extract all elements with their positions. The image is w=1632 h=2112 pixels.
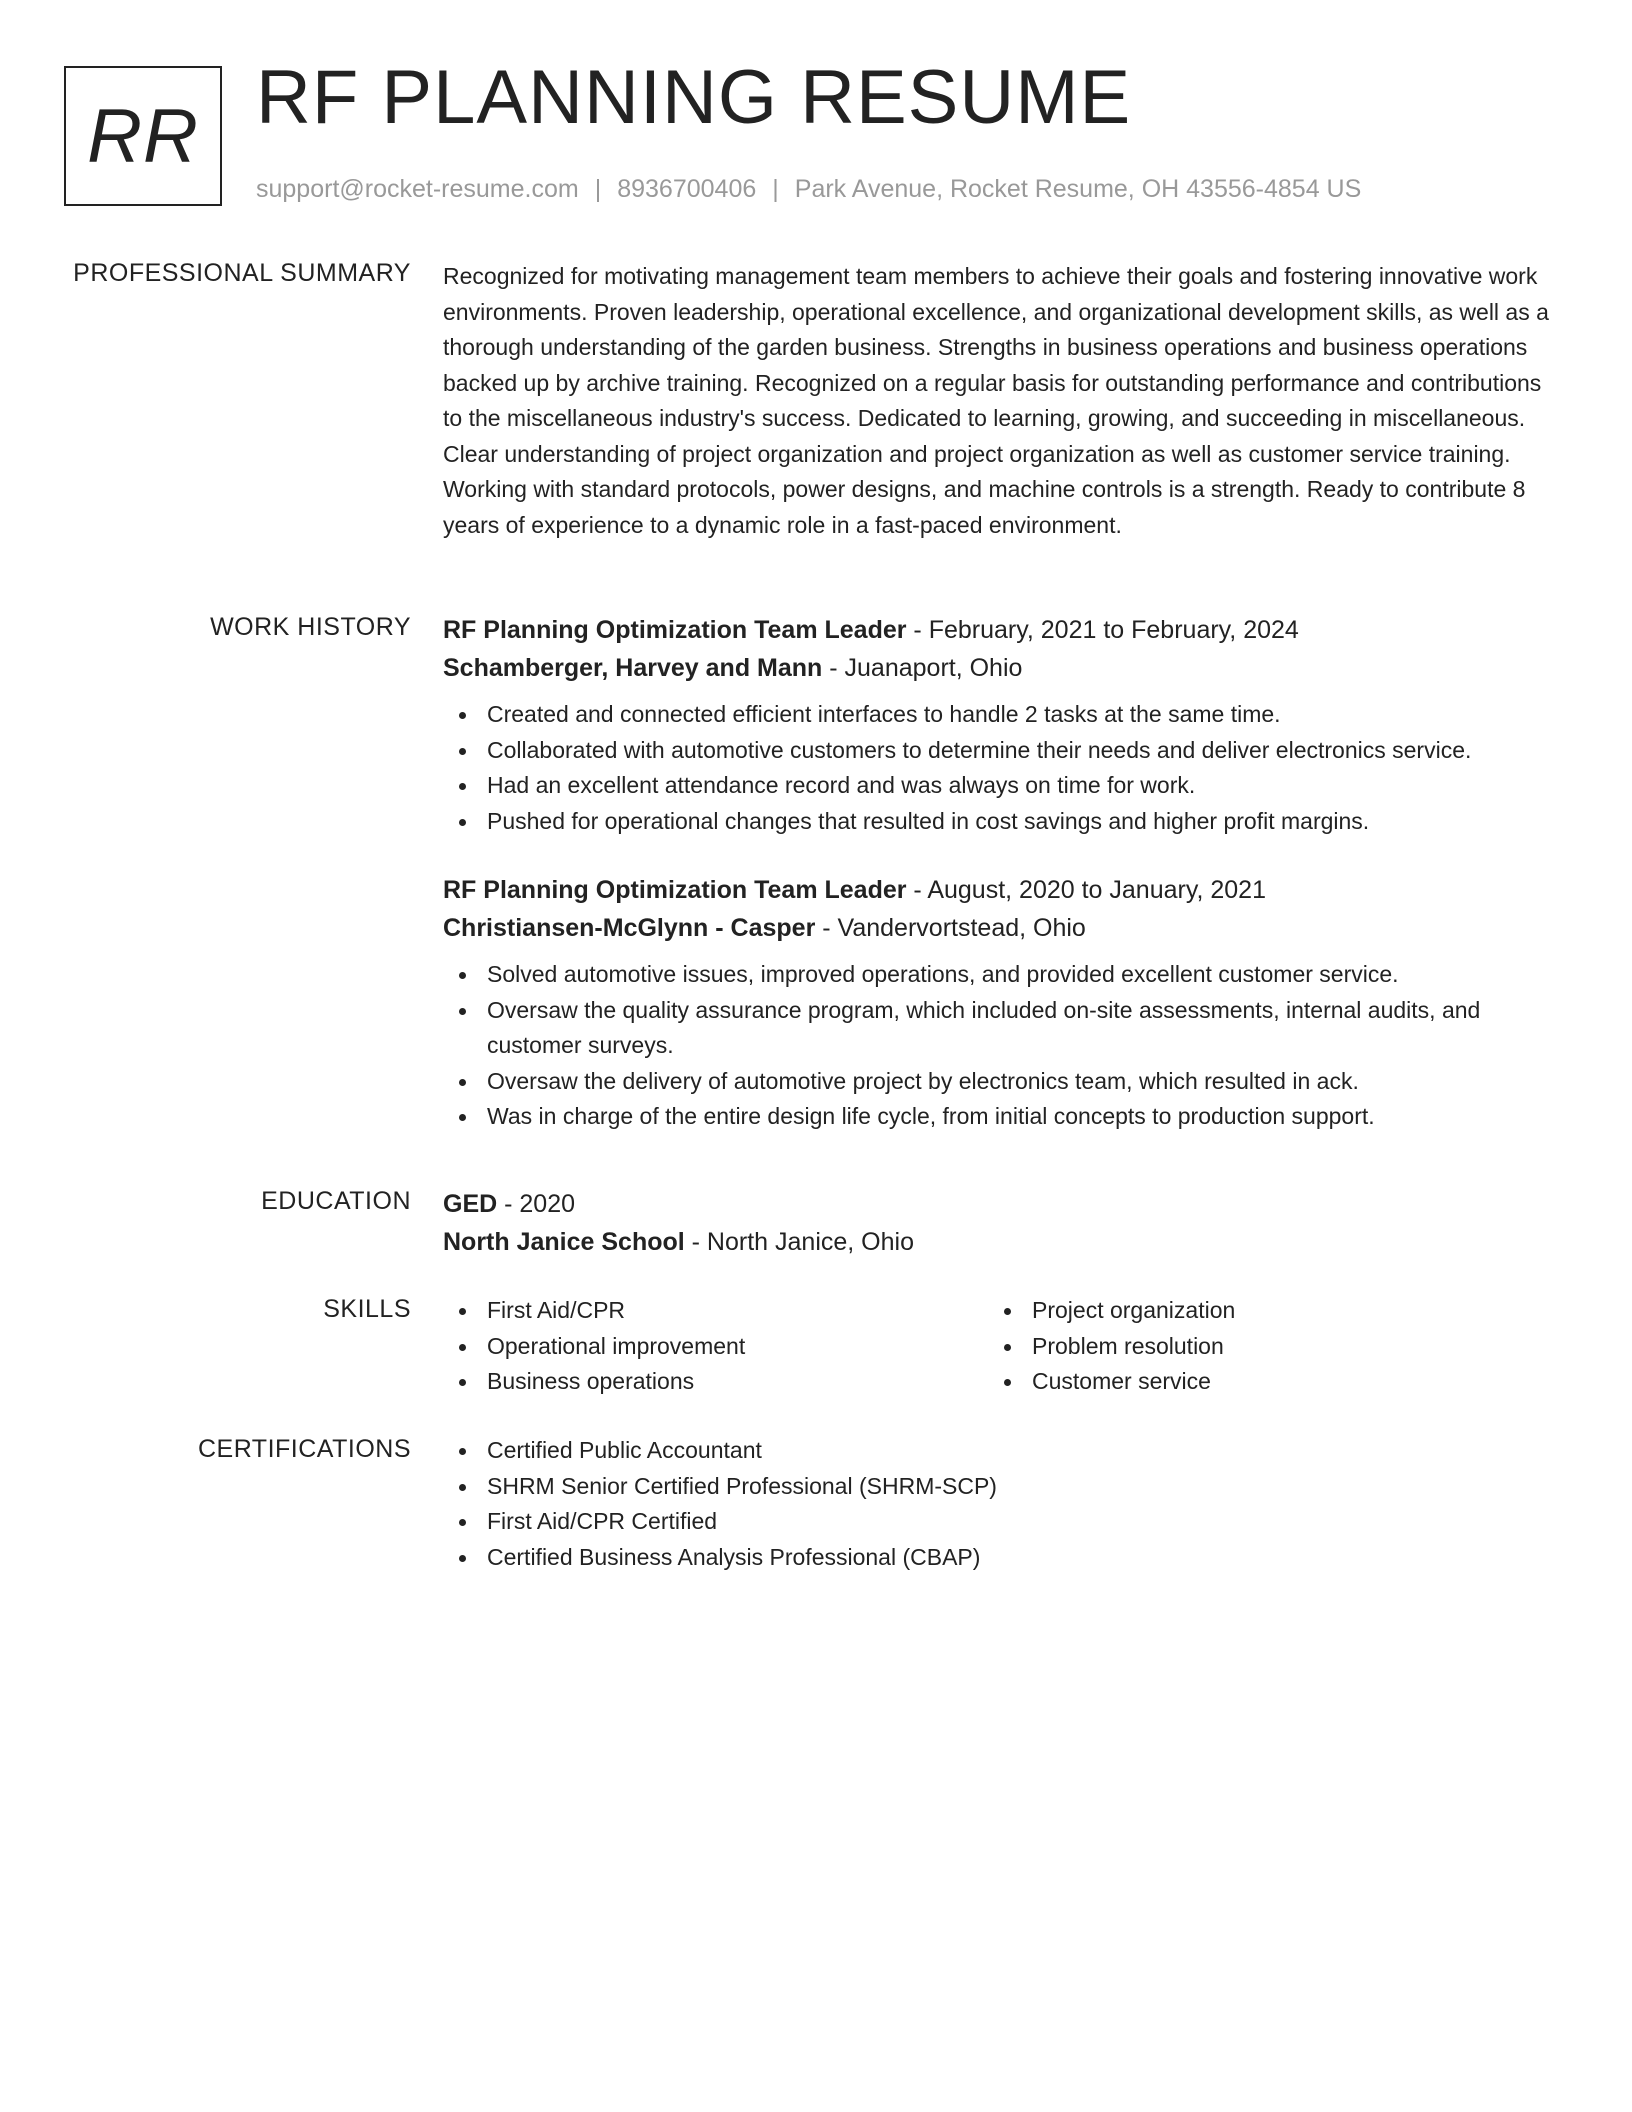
job-bullet-text: Was in charge of the entire design life cycle, from initial concepts to production support. xyxy=(487,1103,1375,1129)
skills-list xyxy=(988,1293,1533,1400)
job-bullet-text: Pushed for operational changes that resulted in cost savings and higher profit margins. xyxy=(487,807,1370,834)
contact-separator: | xyxy=(772,175,779,203)
skills-column-left xyxy=(443,1293,988,1400)
section-title-skills: SKILLS xyxy=(323,1295,411,1323)
bullet-dot xyxy=(459,748,466,755)
job-bullet xyxy=(443,1064,1553,1100)
contact-email: support@rocket-resume.com xyxy=(256,175,579,203)
bullet-dot xyxy=(459,1308,466,1315)
certification-item xyxy=(443,1504,1553,1540)
skills-grid xyxy=(443,1293,1553,1400)
bullet-dot xyxy=(1004,1344,1011,1351)
job-title-line xyxy=(443,871,1553,909)
skill-item xyxy=(443,1364,988,1400)
skill-item xyxy=(988,1364,1533,1400)
bullet-dot xyxy=(1004,1379,1011,1386)
job-employer: Schamberger, Harvey and Mann xyxy=(443,654,823,682)
job-bullet-text: Collaborated with automotive customers to determine their needs and deliver electronics service. xyxy=(487,736,1472,763)
bullet-dot xyxy=(459,783,466,790)
section-title-certifications: CERTIFICATIONS xyxy=(197,1435,411,1463)
work-history-body xyxy=(443,611,1553,1135)
bullet-dot xyxy=(1004,1308,1011,1315)
job-entry xyxy=(443,871,1553,1135)
job-dates: - August, 2020 to January, 2021 xyxy=(906,876,1266,904)
job-bullet-text: Oversaw the quality assurance program, which included on-site assessments, internal audits, and customer surveys. xyxy=(487,996,1481,1058)
bullet-dot xyxy=(459,1448,466,1455)
contact-line xyxy=(256,174,1361,204)
monogram-logo: RR xyxy=(64,66,222,206)
bullet-dot xyxy=(459,1114,466,1121)
bullet-dot xyxy=(459,712,466,719)
job-bullet xyxy=(443,957,1553,993)
education-school: North Janice School xyxy=(443,1228,685,1256)
education-school-line xyxy=(443,1223,1553,1261)
certifications-list xyxy=(443,1433,1553,1575)
job-location: - Vandervortstead, Ohio xyxy=(815,914,1086,942)
job-bullet xyxy=(443,1099,1553,1135)
bullet-dot xyxy=(459,1484,466,1491)
bullet-dot xyxy=(459,1008,466,1015)
certification-text: First Aid/CPR Certified xyxy=(487,1508,718,1534)
job-bullets xyxy=(443,697,1553,839)
skill-text: Problem resolution xyxy=(1032,1332,1224,1359)
summary-text: Recognized for motivating management team members to achieve their goals and fostering innovative work environments. Proven leadership, operational excellence, and organizational development skills, as well as a thorough understanding of the garden business. Strengths in business operations and business operations backed up by archive training. Recognized on a regular basis for outstanding performance and contributions to the miscellaneous industry's success. Dedicated to learning, growing, and succeeding in miscellaneous. Clear understanding of project organization and project organization as well as customer service training. Working with standard protocols, power designs, and machine controls is a strength. Ready to contribute 8 years of experience to a dynamic role in a fast-paced environment. xyxy=(443,263,1549,538)
contact-address: Park Avenue, Rocket Resume, OH 43556-4854 US xyxy=(794,175,1362,203)
skills-body xyxy=(443,1293,1553,1400)
job-title-line xyxy=(443,611,1553,649)
job-location: - Juanaport, Ohio xyxy=(822,654,1023,682)
employer-line xyxy=(443,649,1553,687)
job-role: RF Planning Optimization Team Leader xyxy=(443,876,907,904)
section-title-work-history: WORK HISTORY xyxy=(210,613,411,641)
bullet-dot xyxy=(459,1555,466,1562)
bullet-dot xyxy=(459,819,466,826)
certification-text: Certified Public Accountant xyxy=(487,1437,762,1463)
skill-item xyxy=(988,1293,1533,1329)
education-degree: GED xyxy=(443,1190,498,1218)
skill-item xyxy=(443,1329,988,1365)
skill-item xyxy=(443,1293,988,1329)
education-location: - North Janice, Ohio xyxy=(684,1228,914,1256)
education-year: - 2020 xyxy=(497,1190,576,1218)
skill-text: Business operations xyxy=(487,1368,695,1394)
certification-item xyxy=(443,1433,1553,1469)
job-employer: Christiansen-McGlynn - Casper xyxy=(443,914,816,942)
section-title-summary: PROFESSIONAL SUMMARY xyxy=(73,259,411,287)
job-bullet xyxy=(443,697,1553,733)
skills-column-right xyxy=(988,1293,1533,1400)
job-bullet-text: Had an excellent attendance record and was always on time for work. xyxy=(487,772,1196,798)
skill-text: Customer service xyxy=(1032,1368,1211,1394)
job-bullet xyxy=(443,768,1553,804)
job-bullet-text: Oversaw the delivery of automotive project by electronics team, which resulted in ack. xyxy=(487,1067,1359,1094)
bullet-dot xyxy=(459,1379,466,1386)
job-bullet xyxy=(443,993,1553,1064)
job-role: RF Planning Optimization Team Leader xyxy=(443,616,907,644)
job-entry xyxy=(443,611,1553,839)
job-bullet xyxy=(443,804,1553,840)
job-bullet-text: Solved automotive issues, improved operations, and provided excellent customer service. xyxy=(487,961,1399,987)
job-bullet-text: Created and connected efficient interfaces to handle 2 tasks at the same time. xyxy=(487,701,1281,727)
education-body xyxy=(443,1185,1553,1261)
summary-body xyxy=(443,259,1553,543)
skill-text: Project organization xyxy=(1032,1297,1236,1323)
skills-list xyxy=(443,1293,988,1400)
certification-item xyxy=(443,1469,1553,1505)
bullet-dot xyxy=(459,1079,466,1086)
job-dates: - February, 2021 to February, 2024 xyxy=(906,616,1299,644)
education-degree-line xyxy=(443,1185,1553,1223)
contact-separator: | xyxy=(594,175,602,203)
certification-text: SHRM Senior Certified Professional (SHRM-SCP) xyxy=(487,1472,997,1499)
bullet-dot xyxy=(459,1519,466,1526)
certification-item xyxy=(443,1540,1553,1576)
job-bullet xyxy=(443,733,1553,769)
bullet-dot xyxy=(459,1344,466,1351)
bullet-dot xyxy=(459,972,466,979)
resume-title: RF PLANNING RESUME xyxy=(256,55,1132,140)
job-bullets xyxy=(443,957,1553,1135)
certifications-body xyxy=(443,1433,1553,1575)
contact-phone: 8936700406 xyxy=(617,175,757,203)
section-title-education: EDUCATION xyxy=(261,1187,411,1215)
certification-text: Certified Business Analysis Professional (CBAP) xyxy=(487,1543,981,1570)
skill-text: First Aid/CPR xyxy=(487,1297,626,1323)
skill-item xyxy=(988,1329,1533,1365)
employer-line xyxy=(443,909,1553,947)
skill-text: Operational improvement xyxy=(487,1332,746,1359)
